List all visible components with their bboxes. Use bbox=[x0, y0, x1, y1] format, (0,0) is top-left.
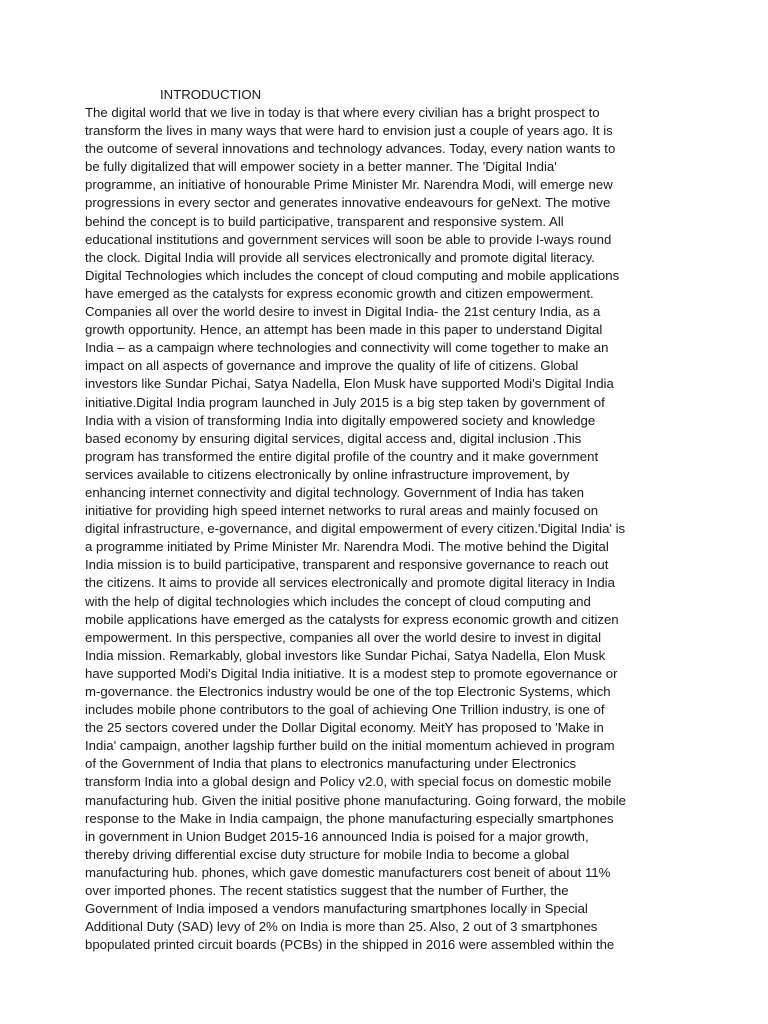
text-line: based economy by ensuring digital services, digital access and, digital inclusion .This bbox=[85, 430, 582, 446]
text-line: the citizens. It aims to provide all services electronically and promote digital literacy in India bbox=[85, 575, 615, 591]
text-line: with the help of digital technologies which includes the concept of cloud computing and bbox=[85, 593, 591, 609]
text-line: program has transformed the entire digital profile of the country and it make government bbox=[85, 448, 599, 464]
introduction-paragraph bbox=[85, 104, 685, 954]
text-line: India – as a campaign where technologies and connectivity will come together to make an bbox=[85, 340, 609, 356]
text-line: transform the lives in many ways that were hard to envision just a couple of years ago. It is bbox=[85, 123, 613, 139]
text-line: Digital Technologies which includes the concept of cloud computing and mobile applications bbox=[85, 267, 620, 283]
text-line: the clock. Digital India will provide all services electronically and promote digital literacy. bbox=[85, 249, 595, 265]
text-line: bpopulated printed circuit boards (PCBs) in the shipped in 2016 were assembled within the bbox=[85, 937, 615, 953]
text-line: includes mobile phone contributors to the goal of achieving One Trillion industry, is one of bbox=[85, 702, 605, 718]
text-line: manufacturing hub. Given the initial positive phone manufacturing. Going forward, the mobile bbox=[85, 792, 626, 808]
text-line: enhancing internet connectivity and digital technology. Government of India has taken bbox=[85, 484, 584, 500]
text-line: The digital world that we live in today is that where every civilian has a bright prospect to bbox=[85, 105, 600, 120]
text-line: Additional Duty (SAD) levy of 2% on India is more than 25. Also, 2 out of 3 smartphones bbox=[85, 919, 598, 935]
text-line: have emerged as the catalysts for express economic growth and citizen empowerment. bbox=[85, 285, 594, 301]
text-line: mobile applications have emerged as the catalysts for express economic growth and citizen bbox=[85, 611, 619, 627]
text-line: the outcome of several innovations and technology advances. Today, every nation wants to bbox=[85, 141, 616, 157]
text-line: m-governance. the Electronics industry would be one of the top Electronic Systems, which bbox=[85, 684, 611, 699]
text-line: India' campaign, another lagship further build on the initial momentum achieved in program bbox=[85, 738, 615, 754]
text-line: initiative.Digital India program launched in July 2015 is a big step taken by government of bbox=[85, 394, 605, 410]
text-line: manufacturing hub. phones, which gave domestic manufacturers cost beneit of about 11% bbox=[85, 864, 611, 880]
text-line: have supported Modi's Digital India initiative. It is a modest step to promote egovernance or bbox=[85, 665, 618, 681]
text-line: over imported phones. The recent statistics suggest that the number of Further, the bbox=[85, 883, 569, 899]
text-line: growth opportunity. Hence, an attempt has been made in this paper to understand Digital bbox=[85, 322, 603, 338]
text-line: initiative for providing high speed internet networks to rural areas and mainly focused on bbox=[85, 503, 599, 519]
text-line: response to the Make in India campaign, the phone manufacturing especially smartphones bbox=[85, 810, 614, 826]
text-line: impact on all aspects of governance and improve the quality of life of citizens. Global bbox=[85, 358, 579, 374]
text-line: the 25 sectors covered under the Dollar Digital economy. MeitY has proposed to 'Make in bbox=[85, 720, 604, 736]
text-line: behind the concept is to build participative, transparent and responsive system. All bbox=[85, 213, 564, 229]
section-heading: INTRODUCTION bbox=[160, 87, 262, 102]
text-line: Companies all over the world desire to invest in Digital India- the 21st century India, as a bbox=[85, 304, 601, 320]
text-line: services available to citizens electronically by online infrastructure improvement, by bbox=[85, 466, 570, 482]
text-line: investors like Sundar Pichai, Satya Nadella, Elon Musk have supported Modi's Digital India bbox=[85, 376, 614, 392]
text-line: India mission. Remarkably, global investors like Sundar Pichai, Satya Nadella, Elon Musk bbox=[85, 647, 606, 663]
text-line: a programme initiated by Prime Minister Mr. Narendra Modi. The motive behind the Digital bbox=[85, 539, 609, 555]
text-line: thereby driving differential excise duty structure for mobile India to become a global bbox=[85, 846, 570, 862]
text-line: transform India into a global design and Policy v2.0, with special focus on domestic mobile bbox=[85, 774, 612, 790]
text-line: India mission is to build participative, transparent and responsive governance to reach out bbox=[85, 557, 609, 573]
text-line: in government in Union Budget 2015-16 announced India is poised for a major growth, bbox=[85, 828, 589, 844]
text-line: India with a vision of transforming India into digitally empowered society and knowledge bbox=[85, 412, 596, 428]
text-line: of the Government of India that plans to electronics manufacturing under Electronics bbox=[85, 756, 577, 772]
text-line: Government of India imposed a vendors manufacturing smartphones locally in Special bbox=[85, 901, 588, 917]
text-line: programme, an initiative of honourable Prime Minister Mr. Narendra Modi, will emerge new bbox=[85, 177, 613, 193]
text-line: educational institutions and government services will soon be able to provide I-ways round bbox=[85, 231, 612, 247]
text-line: progressions in every sector and generates innovative endeavours for geNext. The motive bbox=[85, 195, 611, 211]
text-line: be fully digitalized that will empower society in a better manner. The 'Digital India' bbox=[85, 159, 557, 175]
text-line: empowerment. In this perspective, companies all over the world desire to invest in digital bbox=[85, 629, 602, 645]
text-line: digital infrastructure, e-governance, and digital empowerment of every citizen.'Digital India' is bbox=[85, 521, 626, 537]
